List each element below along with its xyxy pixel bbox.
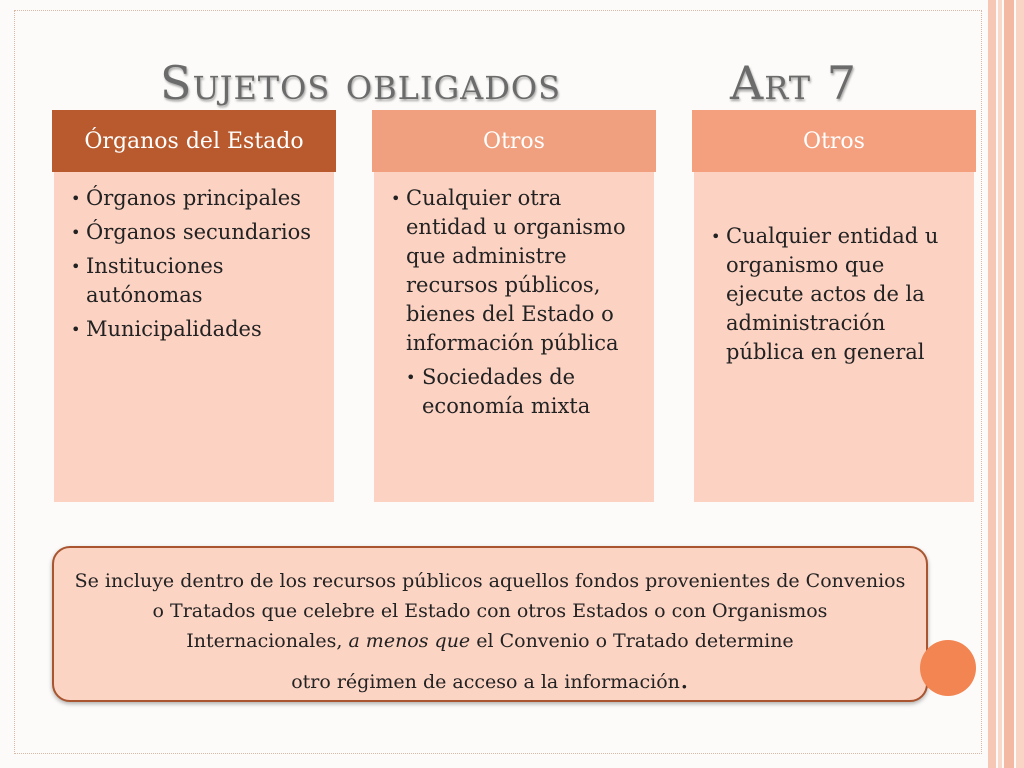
decorative-circle [920,640,976,696]
column-header: Órganos del Estado [52,110,336,172]
list-item: • Órganos secundarios [70,218,320,247]
column-otros-1 [372,110,656,502]
column-otros-2 [692,110,976,502]
note-text-continued: el Convenio o Tratado determine [470,630,794,652]
note-italic: a menos que [348,630,471,652]
column-body [54,172,334,502]
column-body [694,172,974,502]
column-header: Otros [372,110,656,172]
list-item: • Municipalidades [70,315,320,344]
note-final-dot: . [679,662,689,695]
list-item: • Instituciones autónomas [70,252,320,310]
list-item: • Cualquier entidad u organismo que ejecute actos de la administración pública en general [710,222,960,367]
note-last-line-text: otro régimen de acceso a la información [291,671,680,693]
note-callout [52,546,928,702]
bullet-list [70,184,320,344]
list-item: • Cualquier otra entidad u organismo que administre recursos públicos, bienes del Estado o información pública [390,184,640,358]
note-last-line [72,664,908,697]
list-item: • Órganos principales [70,184,320,213]
note-text: Se incluye dentro de los recursos públicos aquellos fondos provenientes de Convenios o Tratados que celebre el Estado con otros Estados o con Organismos Internacionales, [74,570,906,652]
list-item: • Sociedades de economía mixta [390,363,640,421]
bullet-list [710,222,960,367]
column-body [374,172,654,502]
column-organos-del-estado [52,110,336,502]
bullet-list [390,184,640,421]
column-header: Otros [692,110,976,172]
slide-title [0,56,1024,116]
title-main: Sujetos obligados [160,56,562,110]
title-article: Art 7 [730,56,857,110]
